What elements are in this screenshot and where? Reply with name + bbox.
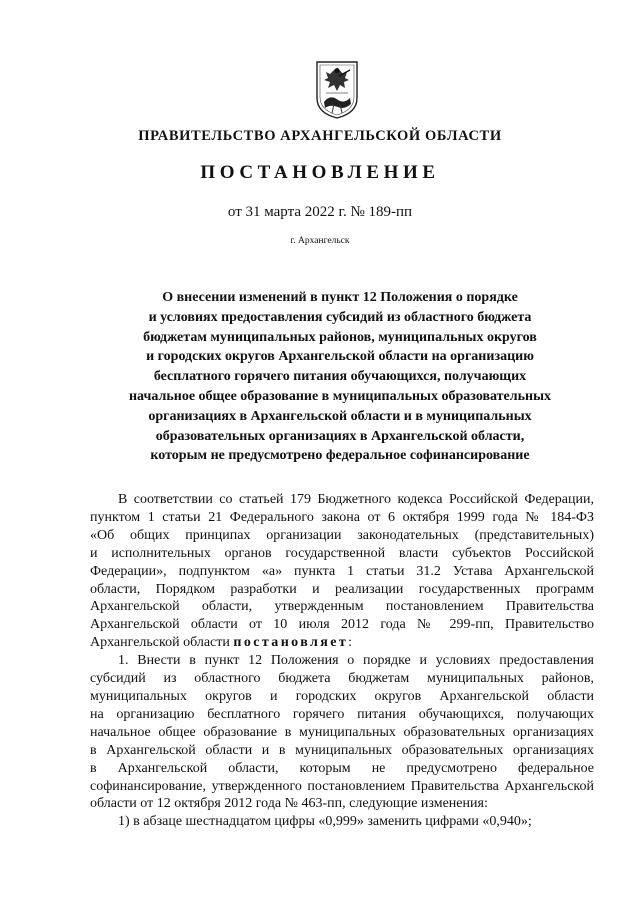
title-line: организациях в Архангельской области и в муниципальных xyxy=(148,408,532,424)
item-last-line: области от 12 октября 2012 года № 463-пп, следующие изменения: xyxy=(90,796,488,812)
preamble-line: Федерации», подпунктом «а» пункта 1 статьи 31.2 Устава Архангельской xyxy=(90,563,594,579)
item-line: софинансирование, утвержденного постановлением Правительства Архангельской xyxy=(90,778,594,794)
preamble-line: Архангельской области, утвержденным постановлением Правительства xyxy=(90,599,594,615)
document-title xyxy=(90,288,590,466)
preamble-last-line: Архангельской области постановляет: xyxy=(90,635,353,651)
title-line: начальное общее образование в муниципальных образовательных xyxy=(128,388,552,404)
preamble-line: В соответствии со статьей 179 Бюджетного кодекса Российской Федерации, xyxy=(118,492,594,507)
preamble-last-text: Архангельской области xyxy=(90,635,230,651)
government-name: ПРАВИТЕЛЬСТВО АРХАНГЕЛЬСКОЙ ОБЛАСТИ xyxy=(138,128,502,144)
title-line: бесплатного горячего питания обучающихся, получающих xyxy=(153,369,527,385)
title-line: О внесении изменений в пункт 12 Положения о порядке xyxy=(162,290,518,305)
title-line: образовательных организациях в Архангельской области, xyxy=(155,428,525,444)
item-line: на организацию бесплатного горячего питания обучающихся, получающих xyxy=(90,706,594,722)
title-line: которым не предусмотрено федеральное софинансирование xyxy=(150,448,530,464)
document-body xyxy=(90,491,594,831)
preamble-line: пунктом 1 статьи 21 Федерального закона от 6 октября 1999 года № 184-ФЗ xyxy=(90,509,594,525)
document-type: ПОСТАНОВЛЕНИЕ xyxy=(200,162,440,183)
decree-word: постановляет xyxy=(233,635,349,651)
coat-of-arms-icon xyxy=(314,58,360,120)
item-line: 1. Внести в пункт 12 Положения о порядке и условиях предоставления xyxy=(118,653,594,669)
title-line: бюджетам муниципальных районов, муниципальных округов xyxy=(143,329,537,345)
item-line: муниципальных округов и городских округов Архангельской области xyxy=(90,688,594,704)
subitem-line: 1) в абзаце шестнадцатом цифры «0,999» заменить цифрами «0,940»; xyxy=(118,814,532,830)
item-line: начальное общее образование в муниципальных образовательных организациях xyxy=(90,724,594,740)
title-line: и городских округов Архангельской области на организацию xyxy=(146,349,534,365)
document-city: г. Архангельск xyxy=(290,236,350,246)
item-line: в Архангельской области, которым не предусмотрено федеральное xyxy=(90,760,594,776)
title-line: и условиях предоставления субсидий из областного бюджета xyxy=(148,309,532,325)
item-line: субсидий из областного бюджета бюджетам муниципальных районов, xyxy=(90,671,594,687)
preamble-line: «Об общих принципах организации законодательных (представительных) xyxy=(90,527,594,543)
document-date-number: от 31 марта 2022 г. № 189-пп xyxy=(227,204,413,220)
preamble-line: Архангельской области от 10 июля 2012 года № 299-пп, Правительство xyxy=(90,617,594,633)
item-line: в Архангельской области и в муниципальных образовательных организациях xyxy=(90,742,594,758)
preamble-line: области, Порядком разработки и реализации государственных программ xyxy=(90,581,594,597)
preamble-line: и исполнительных органов государственной власти субъектов Российской xyxy=(90,545,594,561)
